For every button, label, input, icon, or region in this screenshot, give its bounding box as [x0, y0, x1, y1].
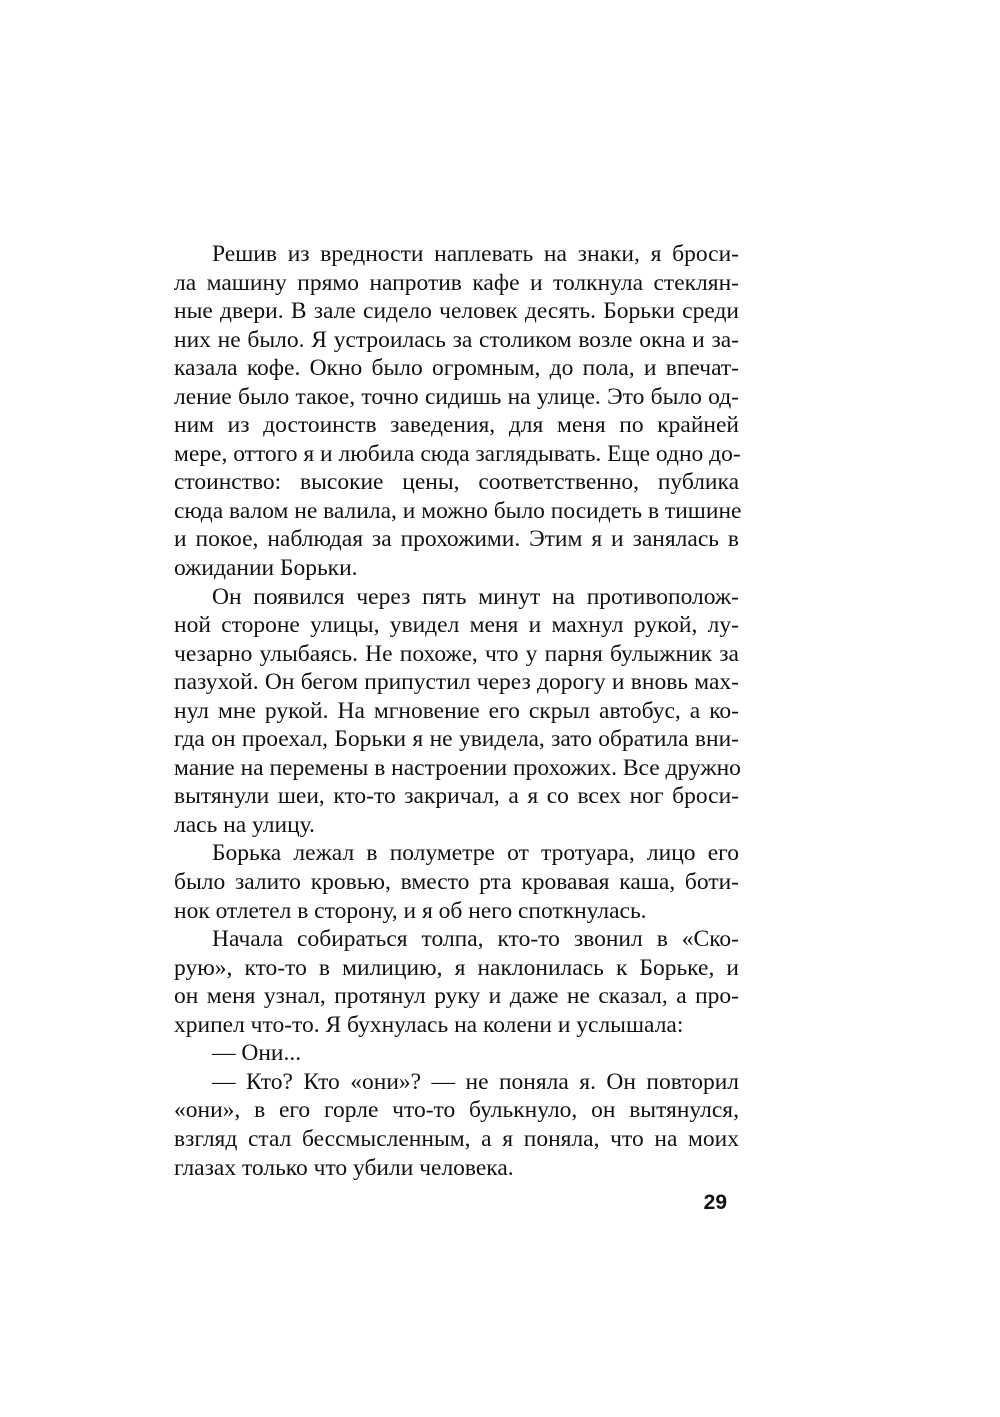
- text-line-31: «они», в его горле что-то булькнуло, он вытянулся,: [174, 1097, 739, 1124]
- text-line-29: — Они...: [212, 1040, 302, 1067]
- text-line-21: лась на улицу.: [174, 811, 315, 838]
- body-text: [174, 240, 742, 1182]
- text-line-17: нул мне рукой. На мгновение его скрыл автобус, а ко-: [174, 697, 739, 724]
- text-line-20: вытянули шеи, кто-то закричал, а я со всех ног броси-: [174, 783, 739, 810]
- text-line-10: сюда валом не валила, и можно было посидеть в тишине: [174, 497, 742, 524]
- text-line-24: нок отлетел в сторону, и я об него споткнулась.: [174, 897, 647, 924]
- text-line-19: мание на перемены в настроении прохожих. Все дружно: [174, 754, 741, 781]
- text-line-14: ной стороне улицы, увидел меня и махнул рукой, лу-: [174, 612, 739, 639]
- text-line-33: глазах только что убили человека.: [174, 1154, 514, 1181]
- text-line-23: было залито кровью, вместо рта кровавая каша, боти-: [174, 869, 739, 896]
- text-line-27: он меня узнал, протянул руку и даже не сказал, а про-: [174, 983, 739, 1010]
- text-line-32: взгляд стал бессмысленным, а я поняла, что на моих: [174, 1125, 739, 1152]
- text-line-28: хрипел что-то. Я бухнулась на колени и услышала:: [174, 1011, 684, 1038]
- text-line-8: мере, оттого я и любила сюда заглядывать. Еще одно до-: [174, 440, 741, 467]
- text-line-3: ные двери. В зале сидело человек десять. Борьки среди: [174, 298, 739, 325]
- text-line-1: Решив из вредности наплевать на знаки, я броси-: [212, 241, 739, 267]
- text-line-15: чезарно улыбаясь. Не похоже, что у парня булыжник за: [174, 640, 739, 667]
- text-line-26: рую», кто-то в милицию, я наклонилась к Борьке, и: [174, 954, 739, 981]
- text-line-5: казала кофе. Окно было огромным, до пола, и впечат-: [174, 355, 739, 382]
- text-line-2: ла машину прямо напротив кафе и толкнула стеклян-: [174, 269, 739, 296]
- text-line-12: ожидании Борьки.: [174, 555, 358, 582]
- text-line-18: гда он проехал, Борьки я не увидела, зато обратила вни-: [174, 726, 739, 753]
- page-number: 29: [703, 1191, 727, 1214]
- text-line-22: Борька лежал в полуметре от тротуара, лицо его: [212, 840, 739, 867]
- text-line-11: и покое, наблюдая за прохожими. Этим я и занялась в: [174, 526, 739, 553]
- text-line-13: Он появился через пять минут на противополож-: [212, 583, 739, 610]
- text-line-4: них не было. Я устроилась за столиком возле окна и за-: [174, 326, 739, 353]
- text-line-30: — Кто? Кто «они»? — не поняла я. Он повторил: [212, 1068, 739, 1095]
- text-line-25: Начала собираться толпа, кто-то звонил в «Ско-: [212, 926, 739, 953]
- text-line-9: стоинство: высокие цены, соответственно, публика: [174, 469, 739, 496]
- text-line-16: пазухой. Он бегом припустил через дорогу и вновь мах-: [174, 669, 739, 696]
- text-line-7: ним из достоинств заведения, для меня по крайней: [174, 412, 739, 439]
- text-line-6: ление было такое, точно сидишь на улице. Это было од-: [174, 383, 739, 410]
